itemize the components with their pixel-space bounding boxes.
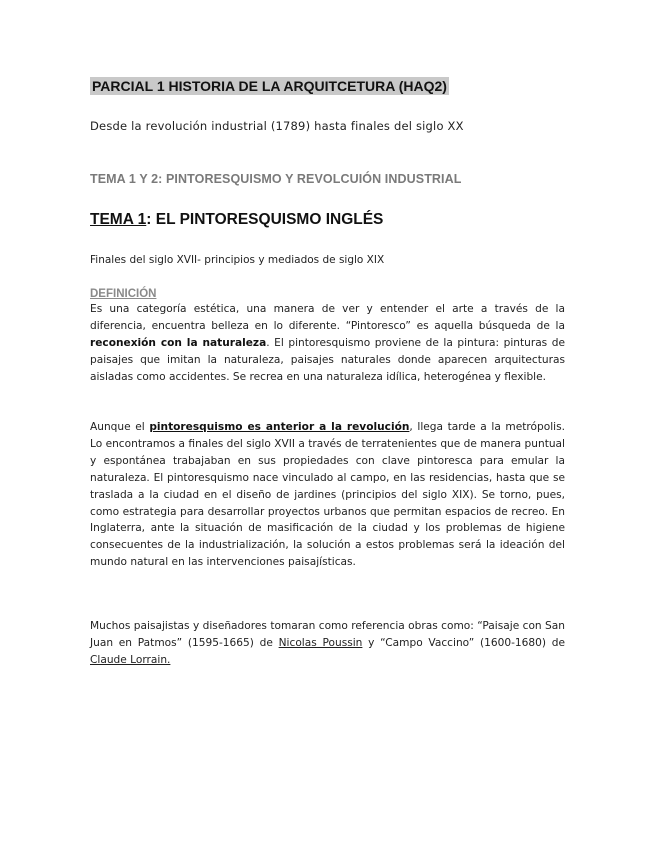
section-heading (90, 211, 565, 229)
p3-text-2: y “Campo Vaccino” (1600-1680) de (362, 636, 565, 649)
document-subtitle: Desde la revolución industrial (1789) hasta finales del siglo XX (90, 119, 464, 133)
definition-label: DEFINICIÓN (90, 288, 157, 300)
p2-text-1: Aunque el (90, 421, 150, 433)
p1-text-2: . El pintoresquismo proviene de la pintura: pinturas de paisajes que imitan la naturaleza, paisajes naturales donde aparecen arquitecturas aisladas como accidentes. Se recrea en una naturaleza idílica, heterogénea y flexible. (90, 336, 565, 383)
poussin-link[interactable]: Nicolas Poussin (278, 636, 363, 649)
definition-paragraph (90, 301, 565, 386)
references-paragraph (90, 618, 565, 669)
lorrain-link[interactable]: Claude Lorrain. (90, 653, 171, 666)
theme-heading: TEMA 1 Y 2: PINTORESQUISMO Y REVOLCUIÓN INDUSTRIAL (90, 172, 462, 186)
document-title: PARCIAL 1 HISTORIA DE LA ARQUITCETURA (HAQ2) (92, 78, 447, 94)
p1-text-1: Es una categoría estética, una manera de ver y entender el arte a través de la diferencia, encuentra belleza en lo diferente. “Pintoresco” es aquella búsqueda de la (90, 303, 565, 332)
p3-text-1: Muchos paisajistas y diseñadores tomaran como referencia obras como: “Paisaje con San Juan en Patmos” (1595-1665) de (90, 620, 565, 649)
period-text: Finales del siglo XVII- principios y mediados de siglo XIX (90, 254, 385, 266)
p1-bold-1: reconexión con la naturaleza (90, 336, 267, 349)
p2-text-2: , llega tarde a la metrópolis. Lo encontramos a finales del siglo XVII a través de terratenientes que de manera puntual y espontánea trabajaban en sus propiedades con clave pintoresca para emular la naturaleza. El pintoresquismo nace vinculado al campo, en las residencias, hasta que se traslada a la ciudad en el diseño de jardines (principios del siglo XIX). Se torno, pues, como estrategia para desarrollar proyectos urbanos que permitan espacios de recreo. En Inglaterra, ante la situación de masificación de la ciudad y los problemas de higiene consecuentes de la industrialización, la solución a estos problemas será la ideación del mundo natural en las intervenciones paisajísticas. (90, 421, 566, 569)
section-heading-prefix: TEMA 1 (90, 211, 147, 228)
history-paragraph (90, 419, 565, 571)
section-heading-rest: : EL PINTORESQUISMO INGLÉS (146, 211, 384, 228)
p2-bold-1: pintoresquismo es anterior a la revolución (149, 421, 410, 433)
